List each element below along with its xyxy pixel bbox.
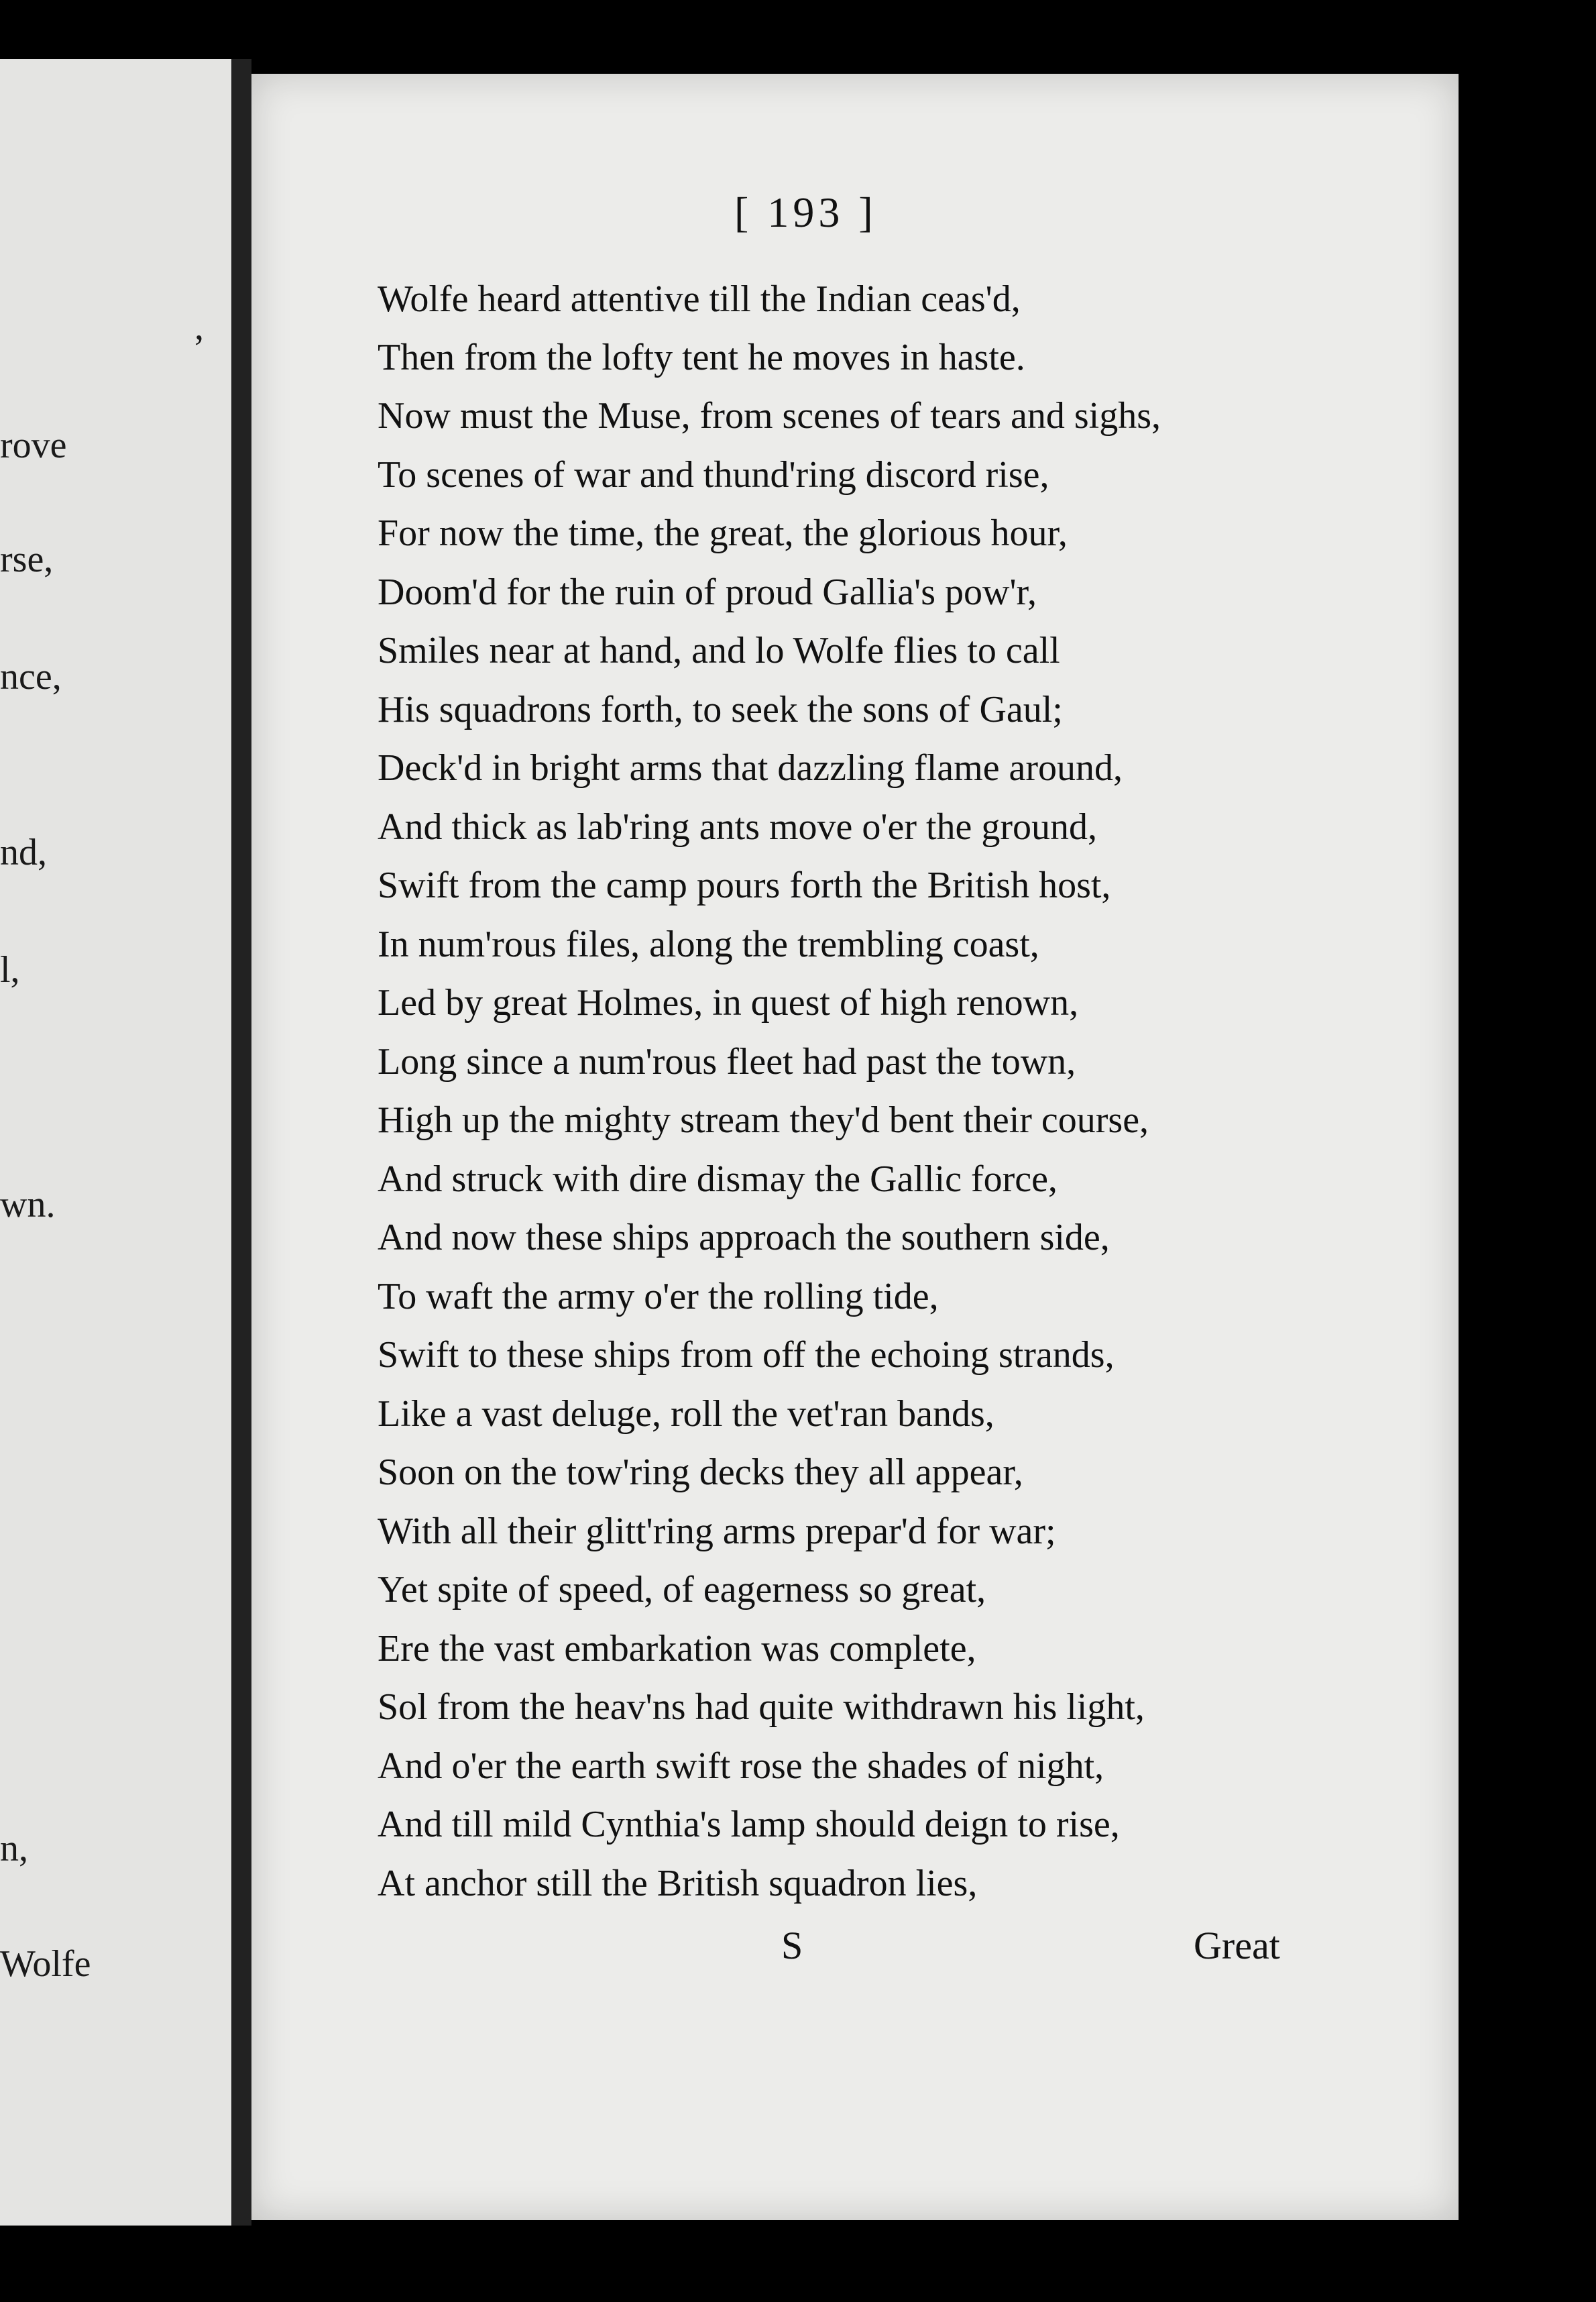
poem-line: And struck with dire dismay the Gallic force, — [378, 1158, 1058, 1200]
poem-line: And o'er the earth swift rose the shades of night, — [378, 1745, 1104, 1787]
left-page-fragment: rse, — [0, 539, 54, 580]
catchword: Great — [1194, 1924, 1280, 1967]
poem-line: Soon on the tow'ring decks they all appear, — [378, 1451, 1023, 1493]
poem-line: Smiles near at hand, and lo Wolfe flies to call — [378, 630, 1060, 671]
poem-line: To waft the army o'er the rolling tide, — [378, 1276, 939, 1317]
left-page-fragment: rove — [0, 425, 67, 466]
poem-line: At anchor still the British squadron lies, — [378, 1863, 978, 1904]
poem-line: Swift from the camp pours forth the British host, — [378, 865, 1111, 906]
poem-line: Ere the vast embarkation was complete, — [378, 1628, 976, 1669]
poem-line: To scenes of war and thund'ring discord rise, — [378, 454, 1049, 496]
page-number: [ 193 ] — [734, 188, 877, 236]
left-page-fragment: nd, — [0, 832, 47, 873]
poem-line: Like a vast deluge, roll the vet'ran bands, — [378, 1393, 994, 1435]
poem-line: Deck'd in bright arms that dazzling flame around, — [378, 747, 1123, 789]
poem-line: Long since a num'rous fleet had past the town, — [378, 1041, 1076, 1083]
poem-line: In num'rous files, along the trembling coast, — [378, 924, 1039, 965]
signature-mark: S — [781, 1924, 803, 1967]
left-page-fragment: Wolfe — [0, 1943, 91, 1985]
book-gutter — [231, 59, 251, 2226]
poem-line: Now must the Muse, from scenes of tears and sighs, — [378, 395, 1161, 437]
left-page-fragment: n, — [0, 1828, 28, 1869]
poem-line: Sol from the heav'ns had quite withdrawn his light, — [378, 1686, 1145, 1728]
left-page-fragment: l, — [0, 949, 20, 991]
poem-line: And now these ships approach the southern side, — [378, 1217, 1110, 1258]
poem-line: Doom'd for the ruin of proud Gallia's pow'r, — [378, 571, 1037, 613]
left-page-fragment: nce, — [0, 656, 62, 698]
poem-line: And thick as lab'ring ants move o'er the ground, — [378, 806, 1098, 848]
poem-line: With all their glitt'ring arms prepar'd for war; — [378, 1511, 1056, 1552]
poem-line: Then from the lofty tent he moves in haste. — [378, 337, 1025, 378]
poem-line: For now the time, the great, the glorious hour, — [378, 512, 1068, 554]
left-page — [0, 59, 231, 2226]
poem-line: High up the mighty stream they'd bent their course, — [378, 1099, 1149, 1141]
poem-line: His squadrons forth, to seek the sons of Gaul; — [378, 689, 1063, 730]
poem-line: And till mild Cynthia's lamp should deign to rise, — [378, 1804, 1120, 1845]
left-page-fragment: , — [194, 307, 204, 348]
poem-line: Wolfe heard attentive till the Indian ceas'd, — [378, 278, 1021, 320]
poem-line: Yet spite of speed, of eagerness so great, — [378, 1569, 986, 1610]
left-page-fragment: wn. — [0, 1184, 56, 1225]
poem-line: Led by great Holmes, in quest of high renown, — [378, 982, 1079, 1024]
poem-line: Swift to these ships from off the echoing strands, — [378, 1334, 1115, 1376]
